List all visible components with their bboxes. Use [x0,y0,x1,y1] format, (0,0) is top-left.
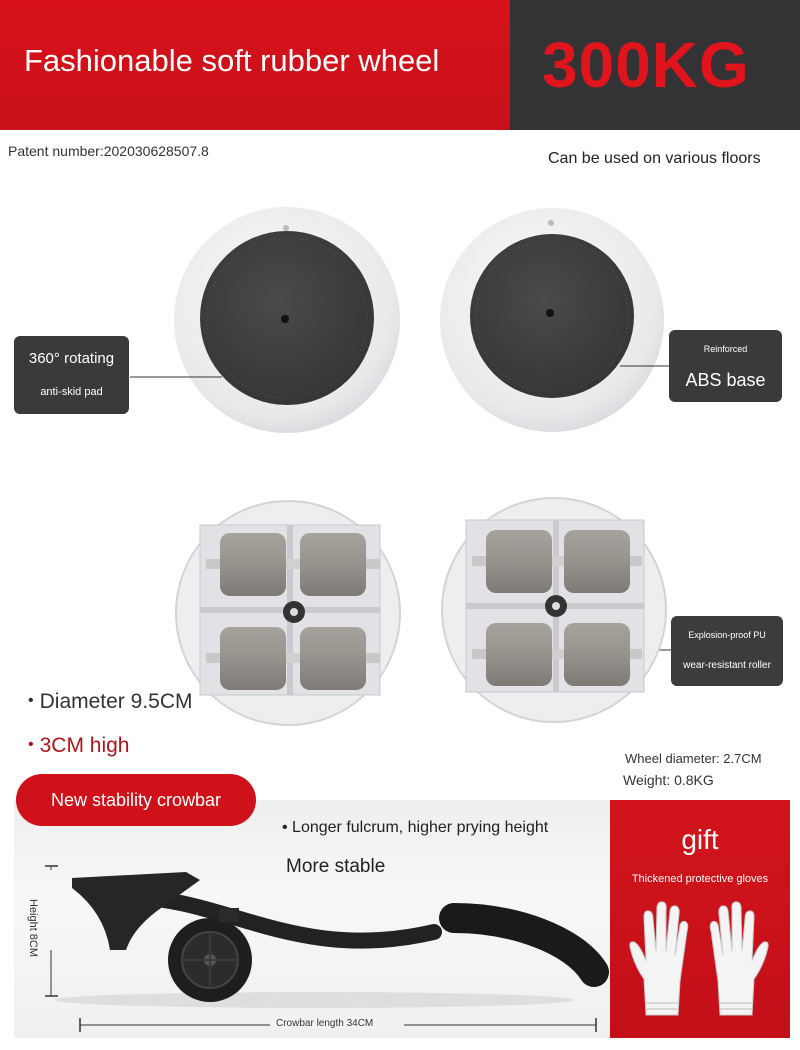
callout-anti-skid-pad [14,336,129,414]
anti-skid-pad-wheel-icon [174,207,400,433]
load-capacity: 300KG [542,29,750,101]
height-dimension [26,870,40,990]
wheel-diameter-spec: Wheel diameter: 2.7CM [625,751,762,766]
floors-note: Can be used on various floors [548,150,761,167]
diameter-text: Diameter 9.5CM [39,690,193,713]
callout-abs-line1: Reinforced [703,344,748,354]
callout-pad-line2: anti-skid pad [40,386,103,398]
gift-title: gift [681,824,719,855]
height-text: 3CM high [39,734,130,757]
callout-pu-line2: wear-resistant roller [683,660,771,671]
bullet-dot: • [28,692,34,709]
weight-spec: Weight: 0.8KG [623,772,714,788]
length-dimension-label: Crowbar length 34CM [272,1018,377,1029]
crowbar-feature-2: More stable [286,856,386,877]
callout-abs-line2: ABS base [685,370,766,390]
callout-pu-roller [671,616,783,686]
gloves-icon [624,895,774,1025]
height-dimension-label: Height 8CM [27,898,39,958]
callout-pad-line1: 360° rotating [28,350,115,367]
gift-subtitle: Thickened protective gloves [631,873,769,885]
bullet-dot: • [28,736,34,753]
bullet-height [28,734,130,758]
roller-base-icon [442,498,666,722]
callout-pu-line1: Explosion-proof PU [688,630,766,640]
crowbar-badge: New stability crowbar [16,774,256,826]
patent-number: Patent number:202030628507.8 [8,143,209,159]
crowbar-feature-1: • Longer fulcrum, higher prying height [282,819,549,836]
roller-base-icon [176,501,400,725]
bullet-diameter [28,690,193,714]
abs-base-wheel-icon [440,208,664,432]
header-title: Fashionable soft rubber wheel [24,43,440,78]
callout-abs-base [669,330,782,402]
